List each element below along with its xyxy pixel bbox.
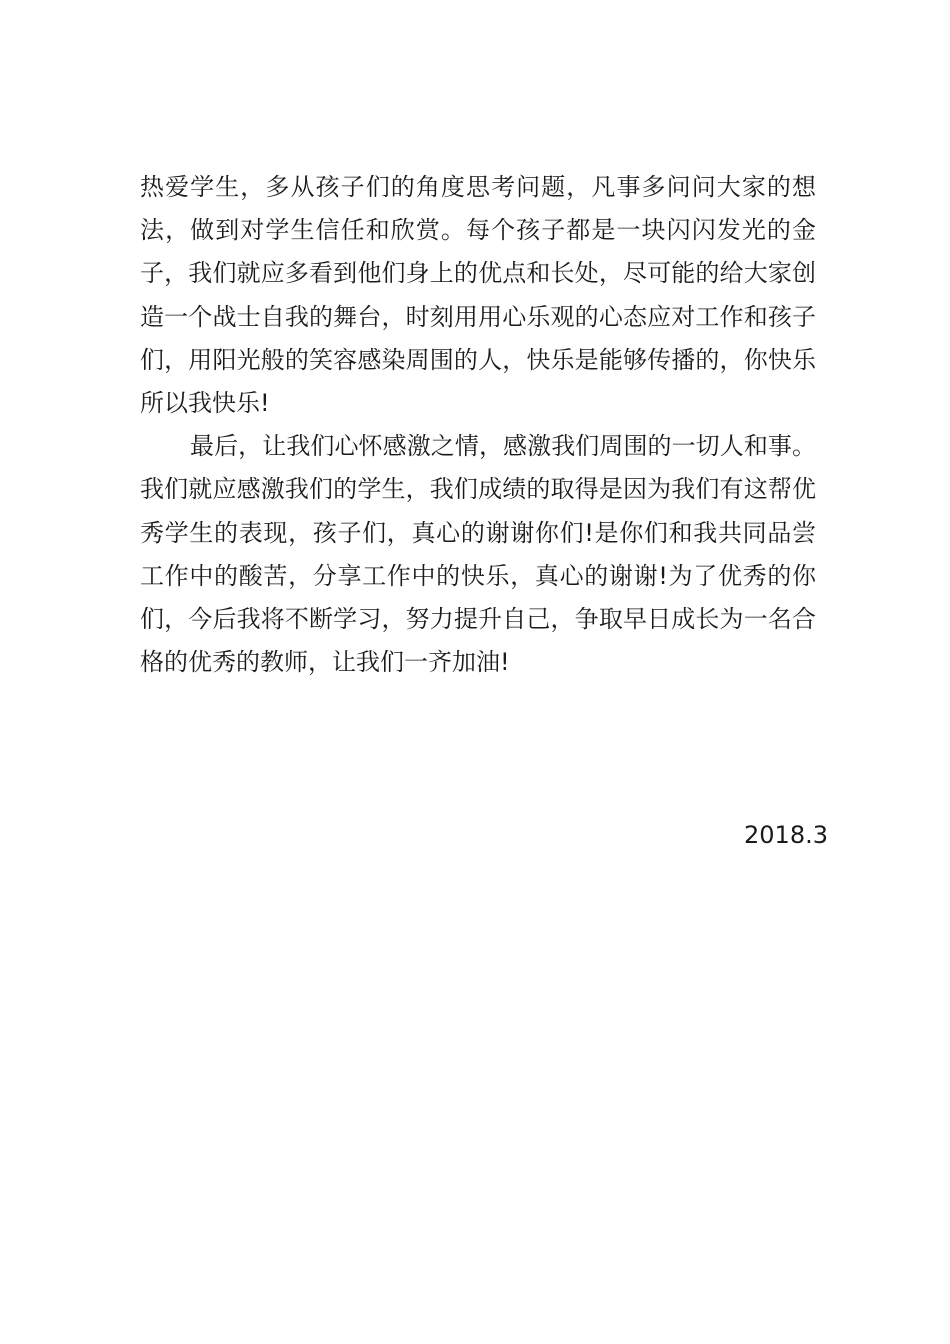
body-text	[140, 166, 816, 684]
document-date: 2018.3	[744, 821, 828, 849]
paragraph-closing: 最后，让我们心怀感激之情，感激我们周围的一切人和事。我们就应感激我们的学生，我们成绩的取得是因为我们有这帮优秀学生的表现，孩子们，真心的谢谢你们!是你们和我共同品尝工作中的酸苦，分享工作中的快乐，真心的谢谢!为了优秀的你们，今后我将不断学习，努力提升自己，争取早日成长为一名合格的优秀的教师，让我们一齐加油!	[140, 432, 816, 677]
paragraph-continuation: 热爱学生，多从孩子们的角度思考问题，凡事多问问大家的想法，做到对学生信任和欣赏。每个孩子都是一块闪闪发光的金子，我们就应多看到他们身上的优点和长处，尽可能的给大家创造一个战士自我的舞台，时刻用用心乐观的心态应对工作和孩子们，用阳光般的笑容感染周围的人，快乐是能够传播的，你快乐所以我快乐!	[140, 173, 816, 418]
